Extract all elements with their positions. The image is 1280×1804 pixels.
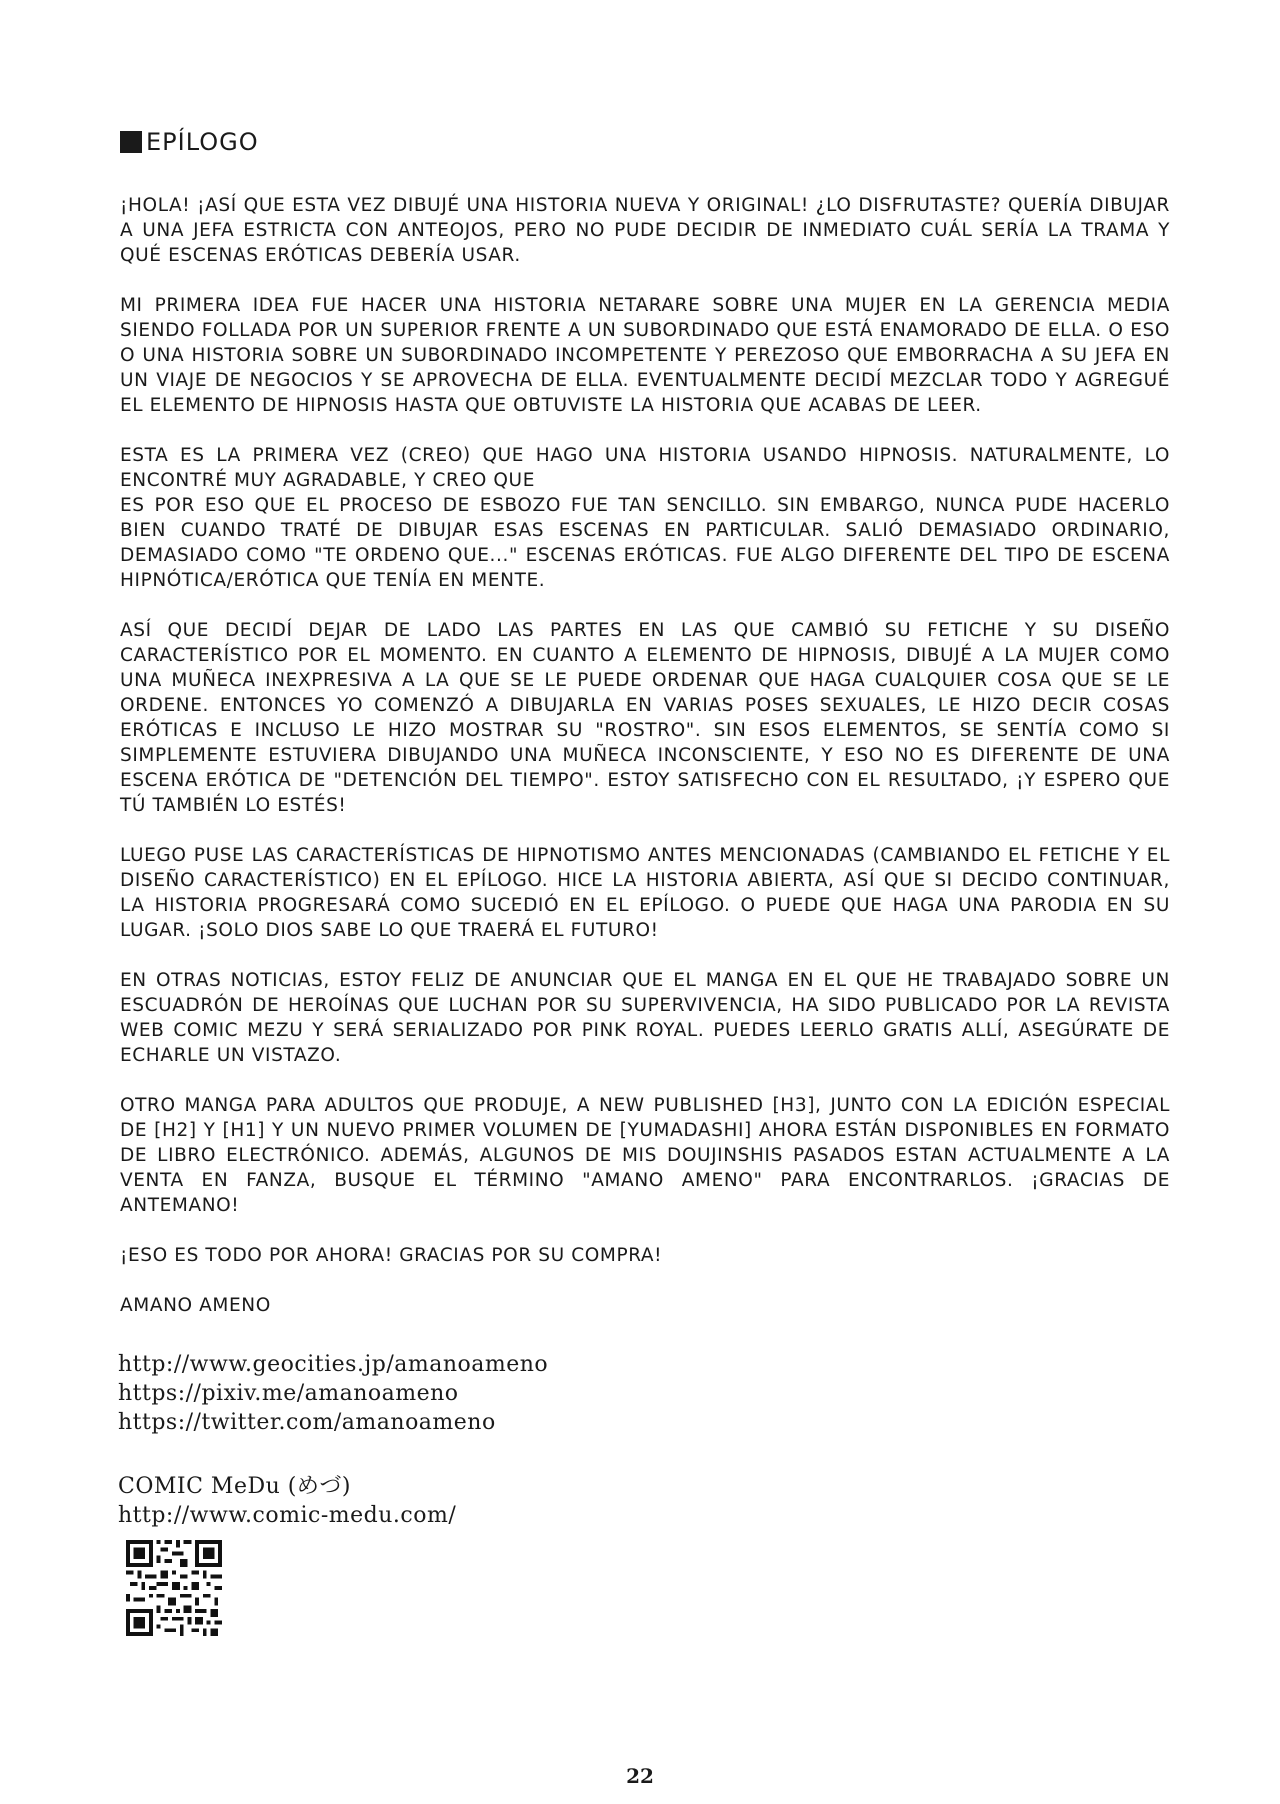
- medu-url[interactable]: http://www.comic-medu.com/: [118, 1503, 457, 1528]
- author-links: [118, 1350, 548, 1437]
- paragraph-hypnosis-start: ESTA ES LA PRIMERA VEZ (CREO) QUE HAGO UNA HISTORIA USANDO HIPNOSIS. NATURALMENTE, LO ENCONTRÉ MUY AGRADABLE, Y CREO QUE: [120, 445, 1170, 491]
- section-heading: [120, 128, 259, 156]
- paragraph-other-manga: OTRO MANGA PARA ADULTOS QUE PRODUJE, A NEW PUBLISHED [H3], JUNTO CON LA EDICIÓN ESPECIAL DE [H2] Y [H1] Y UN NUEVO PRIMER VOLUMEN DE [YUMADASHI] AHORA ESTÁN DISPONIBLES EN FORMATO DE LIBRO ELECTRÓNICO. ADEMÁS, ALGUNOS DE MIS DOUJINSHIS PASADOS ESTAN ACTUALMENTE A LA VENTA EN FANZA, BUSQUE EL TÉRMINO "AMANO AMENO" PARA ENCONTRARLOS. ¡GRACIAS DE ANTEMANO!: [120, 1095, 1170, 1216]
- link-geocities[interactable]: http://www.geocities.jp/amanoameno: [118, 1352, 549, 1377]
- author-signature: AMANO AMENO: [120, 1295, 271, 1316]
- paragraph-news: EN OTRAS NOTICIAS, ESTOY FELIZ DE ANUNCIAR QUE EL MANGA EN EL QUE HE TRABAJADO SOBRE UN ESCUADRÓN DE HEROÍNAS QUE LUCHAN POR SU SUPERVIVENCIA, HA SIDO PUBLICADO POR LA REVISTA WEB COMIC MEZU Y SERÁ SERIALIZADO POR PINK ROYAL. PUEDES LEERLO GRATIS ALLÍ, ASEGÚRATE DE ECHARLE UN VISTAZO.: [120, 970, 1170, 1066]
- paragraph-hypnosis-continued: ES POR ESO QUE EL PROCESO DE ESBOZO FUE TAN SENCILLO. SIN EMBARGO, NUNCA PUDE HACERLO BIEN CUANDO TRATÉ DE DIBUJAR ESAS ESCENAS EN PARTICULAR. SALIÓ DEMASIADO ORDINARIO, DEMASIADO COMO "TE ORDENO QUE..." ESCENAS ERÓTICAS. FUE ALGO DIFERENTE DEL TIPO DE ESCENA HIPNÓTICA/ERÓTICA QUE TENÍA EN MENTE.: [120, 495, 1170, 591]
- paragraph-intro: ¡HOLA! ¡ASÍ QUE ESTA VEZ DIBUJÉ UNA HISTORIA NUEVA Y ORIGINAL! ¿LO DISFRUTASTE? QUERÍA DIBUJAR A UNA JEFA ESTRICTA CON ANTEOJOS, PERO NO PUDE DECIDIR DE INMEDIATO CUÁL SERÍA LA TRAMA Y QUÉ ESCENAS ERÓTICAS DEBERÍA USAR.: [120, 195, 1170, 266]
- paragraph-thanks: ¡ESO ES TODO POR AHORA! GRACIAS POR SU COMPRA!: [120, 1245, 663, 1266]
- link-twitter[interactable]: https://twitter.com/amanoameno: [118, 1410, 496, 1435]
- medu-name: COMIC MeDu (めづ): [118, 1474, 351, 1499]
- paragraph-epilogue-features: LUEGO PUSE LAS CARACTERÍSTICAS DE HIPNOTISMO ANTES MENCIONADAS (CAMBIANDO EL FETICHE Y EL DISEÑO CARACTERÍSTICO) EN EL EPÍLOGO. HICE LA HISTORIA ABIERTA, ASÍ QUE SI DECIDO CONTINUAR, LA HISTORIA PROGRESARÁ COMO SUCEDIÓ EN EL EPÍLOGO. O PUEDE QUE HAGA UNA PARODIA EN SU LUGAR. ¡SOLO DIOS SABE LO QUE TRAERÁ EL FUTURO!: [120, 845, 1170, 941]
- epilogue-body: [120, 193, 1170, 1343]
- link-pixiv[interactable]: https://pixiv.me/amanoameno: [118, 1381, 459, 1406]
- paragraph-first-idea: MI PRIMERA IDEA FUE HACER UNA HISTORIA NETARARE SOBRE UNA MUJER EN LA GERENCIA MEDIA SIENDO FOLLADA POR UN SUPERIOR FRENTE A UN SUBORDINADO QUE ESTÁ ENAMORADO DE ELLA. O ESO O UNA HISTORIA SOBRE UN SUBORDINADO INCOMPETENTE Y PEREZOSO QUE EMBORRACHA A SU JEFA EN UN VIAJE DE NEGOCIOS Y SE APROVECHA DE ELLA. EVENTUALMENTE DECIDÍ MEZCLAR TODO Y AGREGUÉ EL ELEMENTO DE HIPNOSIS HASTA QUE OBTUVISTE LA HISTORIA QUE ACABAS DE LEER.: [120, 295, 1170, 416]
- square-bullet-icon: [120, 131, 142, 153]
- page-number: 22: [626, 1764, 654, 1788]
- qr-code-icon: [126, 1540, 222, 1636]
- paragraph-doll: ASÍ QUE DECIDÍ DEJAR DE LADO LAS PARTES EN LAS QUE CAMBIÓ SU FETICHE Y SU DISEÑO CARACTERÍSTICO POR EL MOMENTO. EN CUANTO A ELEMENTO DE HIPNOSIS, DIBUJÉ A LA MUJER COMO UNA MUÑECA INEXPRESIVA A LA QUE SE LE PUEDE ORDENAR QUE HAGA CUALQUIER COSA QUE SE LE ORDENE. ENTONCES YO COMENZÓ A DIBUJARLA EN VARIAS POSES SEXUALES, LE HIZO DECIR COSAS ERÓTICAS E INCLUSO LE HIZO MOSTRAR SU "ROSTRO". SIN ESOS ELEMENTOS, SE SENTÍA COMO SI SIMPLEMENTE ESTUVIERA DIBUJANDO UNA MUÑECA INCONSCIENTE, Y ESO NO ES DIFERENTE DE UNA ESCENA ERÓTICA DE "DETENCIÓN DEL TIEMPO". ESTOY SATISFECHO CON EL RESULTADO, ¡Y ESPERO QUE TÚ TAMBIÉN LO ESTÉS!: [120, 620, 1170, 816]
- comic-medu-block: [118, 1472, 456, 1530]
- heading-text: EPÍLOGO: [146, 128, 259, 156]
